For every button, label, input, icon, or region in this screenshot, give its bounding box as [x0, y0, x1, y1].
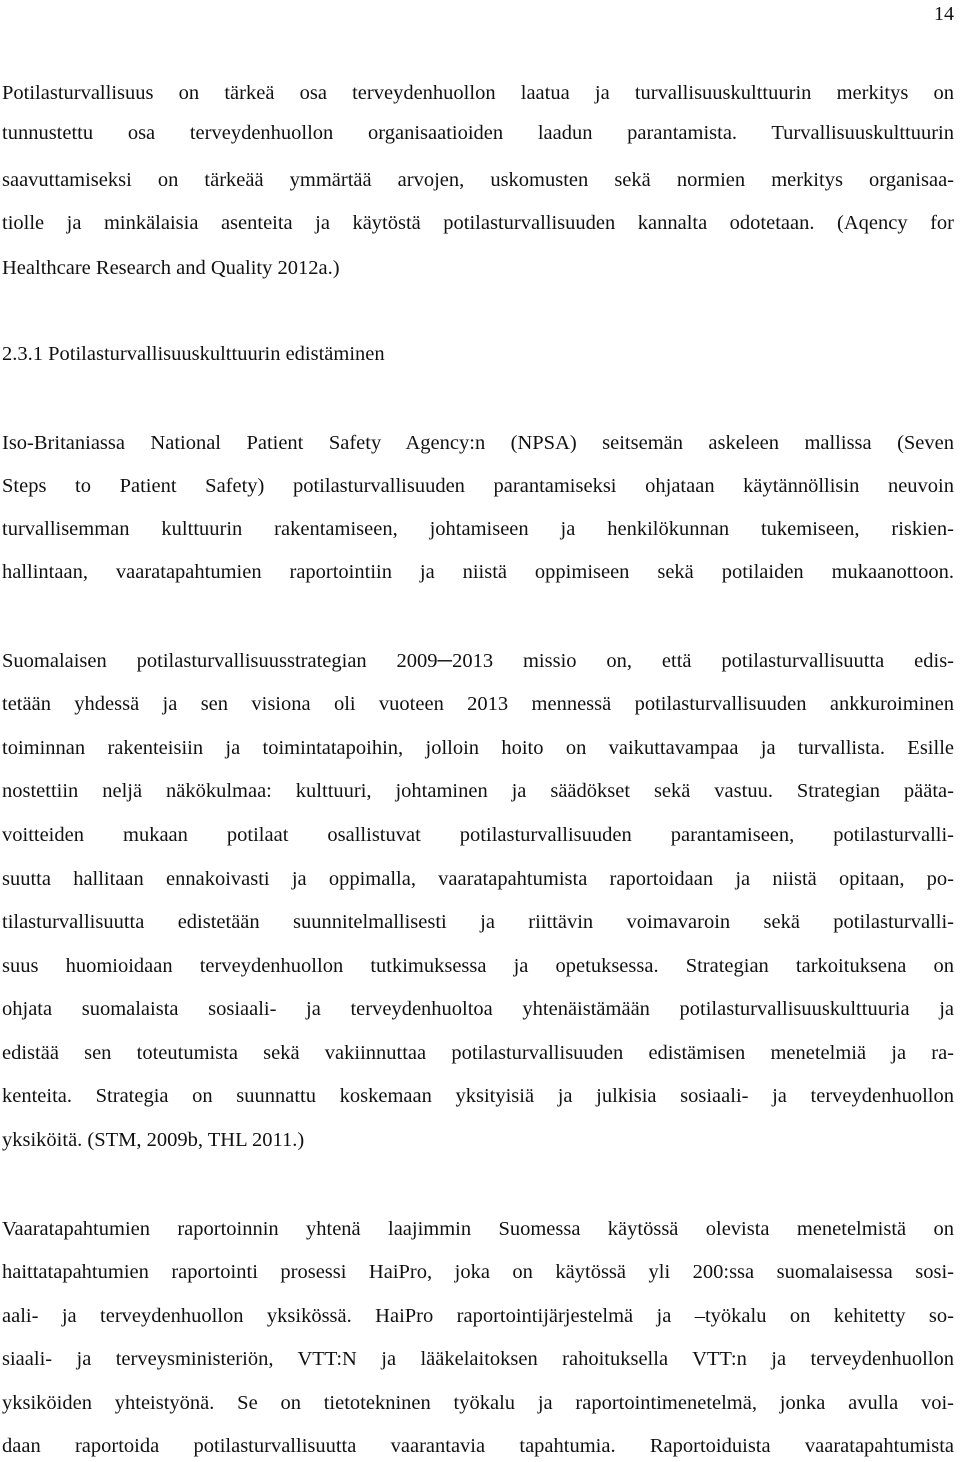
- text-line: yksiköitä. (STM, 2009b, THL 2011.): [2, 1129, 305, 1151]
- text-line: yksiköiden yhteistyönä. Se on tietotekninen työkalu ja raportointimenetelmä, jonka avulla voi-: [2, 1392, 954, 1414]
- text-line: aali- ja terveydenhuollon yksikössä. HaiPro raportointijärjestelmä ja –työkalu on kehitetty so-: [2, 1305, 954, 1327]
- text-line: siaali- ja terveysministeriön, VTT:N ja lääkelaitoksen rahoituksella VTT:n ja terveydenhuollon: [2, 1348, 954, 1370]
- text-line: daan raportoida potilasturvallisuutta vaarantavia tapahtumia. Raportoiduista vaaratapahtumista: [2, 1435, 954, 1457]
- text-line: suutta hallitaan ennakoivasti ja oppimalla, vaaratapahtumista raportoidaan ja niistä opitaan, po-: [2, 868, 954, 890]
- text-line: edistää sen toteutumista sekä vakiinnuttaa potilasturvallisuuden edistämisen menetelmiä ja ra-: [2, 1042, 954, 1064]
- text-line: haittatapahtumien raportointi prosessi HaiPro, joka on käytössä yli 200:ssa suomalaisessa sosi-: [2, 1261, 954, 1283]
- text-line: tilasturvallisuutta edistetään suunnitelmallisesti ja riittävin voimavaroin sekä potilasturvalli-: [2, 911, 954, 933]
- text-line: suus huomioidaan terveydenhuollon tutkimuksessa ja opetuksessa. Strategian tarkoituksena on: [2, 955, 954, 977]
- text-line: ohjata suomalaista sosiaali- ja terveydenhuoltoa yhtenäistämään potilasturvallisuuskulttuuria ja: [2, 998, 954, 1020]
- section-heading: 2.3.1 Potilasturvallisuuskulttuurin edistäminen: [2, 343, 385, 365]
- text-line: Steps to Patient Safety) potilasturvallisuuden parantamiseksi ohjataan käytännöllisin neuvoin: [2, 475, 954, 497]
- text-line: Vaaratapahtumien raportoinnin yhtenä laajimmin Suomessa käytössä olevista menetelmistä on: [2, 1218, 954, 1240]
- text-line: tetään yhdessä ja sen visiona oli vuoteen 2013 mennessä potilasturvallisuuden ankkuroiminen: [2, 693, 954, 715]
- text-line: nostettiin neljä näkökulmaa: kulttuuri, johtaminen ja säädökset sekä vastuu. Strategian pääta-: [2, 780, 954, 802]
- text-line: Suomalaisen potilasturvallisuusstrategian 2009─2013 missio on, että potilasturvallisuutta edis-: [2, 650, 954, 672]
- text-line: hallintaan, vaaratapahtumien raportointiin ja niistä oppimiseen sekä potilaiden mukaanottoon.: [2, 561, 954, 583]
- text-line: tunnustettu osa terveydenhuollon organisaatioiden laadun parantamista. Turvallisuuskulttuurin: [2, 122, 954, 144]
- text-line: Healthcare Research and Quality 2012a.): [2, 257, 340, 279]
- text-line: saavuttamiseksi on tärkeää ymmärtää arvojen, uskomusten sekä normien merkitys organisaa-: [2, 169, 954, 191]
- text-line: Potilasturvallisuus on tärkeä osa terveydenhuollon laatua ja turvallisuuskulttuurin merkitys on: [2, 82, 954, 104]
- text-line: tiolle ja minkälaisia asenteita ja käytöstä potilasturvallisuuden kannalta odotetaan. (Aqency for: [2, 212, 954, 234]
- page-number: 14: [934, 3, 954, 25]
- text-line: toiminnan rakenteisiin ja toimintatapoihin, jolloin hoito on vaikuttavampaa ja turvallista. Esille: [2, 737, 954, 759]
- text-line: kenteita. Strategia on suunnattu koskemaan yksityisiä ja julkisia sosiaali- ja terveydenhuollon: [2, 1085, 954, 1107]
- text-line: Iso-Britaniassa National Patient Safety Agency:n (NPSA) seitsemän askeleen mallissa (Seven: [2, 432, 954, 454]
- text-line: voitteiden mukaan potilaat osallistuvat potilasturvallisuuden parantamiseen, potilasturvalli-: [2, 824, 954, 846]
- text-line: turvallisemman kulttuurin rakentamiseen, johtamiseen ja henkilökunnan tukemiseen, riskien-: [2, 518, 954, 540]
